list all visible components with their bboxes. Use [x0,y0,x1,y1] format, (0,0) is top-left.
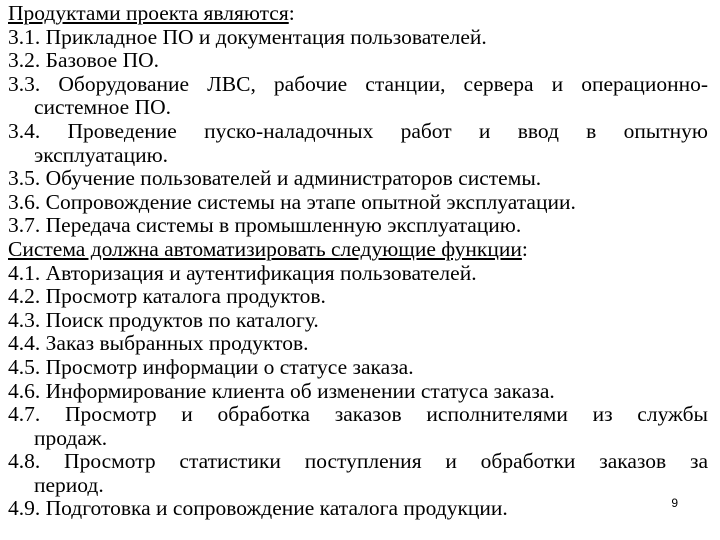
list-item-4-3: 4.3. Поиск продуктов по каталогу. [8,307,319,332]
list-item-4-8: 4.8. Просмотр статистики поступления и обработки заказов за [8,449,708,474]
section2-heading-line [8,238,708,262]
list-item-4-7: 4.7. Просмотр и обработка заказов исполнителями из службы [8,402,708,427]
list-item-3-3: 3.3. Оборудование ЛВС, рабочие станции, сервера и операционно- [8,71,708,96]
list-item-4-7-continuation: продаж. [34,425,108,450]
list-item-3-7: 3.7. Передача системы в промышленную эксплуатацию. [8,213,522,238]
section1-heading-line [8,2,708,26]
section1-heading-colon: : [288,1,295,25]
list-item-4-1: 4.1. Авторизация и аутентификация пользователей. [8,260,477,285]
list-item-4-2: 4.2. Просмотр каталога продуктов. [8,284,326,309]
list-item-4-9: 4.9. Подготовка и сопровождение каталога продукции. [8,496,508,521]
page-number: 9 [671,496,678,510]
list-item-3-5: 3.5. Обучение пользователей и администраторов системы. [8,166,542,191]
list-item-4-4: 4.4. Заказ выбранных продуктов. [8,331,309,356]
section1-heading: Продуктами проекта являются [8,1,289,25]
section2-heading-colon: : [521,236,528,261]
list-item-4-8-continuation: период. [34,472,104,497]
list-item-4-5: 4.5. Просмотр информации о статусе заказа. [8,354,414,379]
list-item-3-1: 3.1. Прикладное ПО и документация пользователей. [8,24,487,49]
section2-heading: Система должна автоматизировать следующие функции [8,236,522,261]
list-item-3-4-continuation: эксплуатацию. [34,142,169,167]
list-item-4-6: 4.6. Информирование клиента об изменении статуса заказа. [8,378,555,403]
list-item-3-6: 3.6. Сопровождение системы на этапе опытной эксплуатации. [8,189,576,214]
list-item-3-3-continuation: системное ПО. [34,95,171,120]
list-item-3-4: 3.4. Проведение пуско-наладочных работ и ввод в опытную [8,118,708,143]
list-item-3-2: 3.2. Базовое ПО. [8,48,159,73]
